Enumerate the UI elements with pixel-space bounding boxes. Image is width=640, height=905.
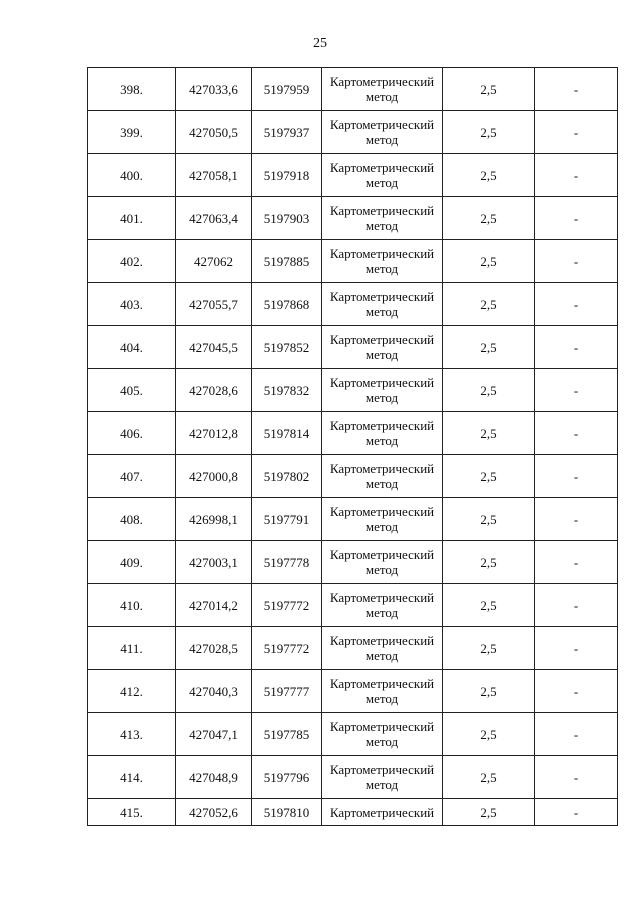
method-cell: Картометрический [322, 799, 443, 826]
coordinates-table-body [88, 68, 618, 826]
accuracy-cell: 2,5 [443, 197, 535, 240]
accuracy-cell: 2,5 [443, 68, 535, 111]
method-cell: Картометрический метод [322, 369, 443, 412]
note-cell: - [535, 498, 618, 541]
y-coordinate-cell: 5197852 [252, 326, 322, 369]
note-cell: - [535, 670, 618, 713]
method-cell: Картометрический метод [322, 584, 443, 627]
point-number-cell: 407. [88, 455, 176, 498]
x-coordinate-cell: 427028,5 [176, 627, 252, 670]
accuracy-cell: 2,5 [443, 455, 535, 498]
accuracy-cell: 2,5 [443, 412, 535, 455]
y-coordinate-cell: 5197791 [252, 498, 322, 541]
point-number-cell: 402. [88, 240, 176, 283]
table-row [88, 584, 618, 627]
point-number-cell: 406. [88, 412, 176, 455]
y-coordinate-cell: 5197959 [252, 68, 322, 111]
y-coordinate-cell: 5197832 [252, 369, 322, 412]
x-coordinate-cell: 427055,7 [176, 283, 252, 326]
table-row [88, 283, 618, 326]
accuracy-cell: 2,5 [443, 283, 535, 326]
y-coordinate-cell: 5197918 [252, 154, 322, 197]
y-coordinate-cell: 5197868 [252, 283, 322, 326]
note-cell: - [535, 412, 618, 455]
note-cell: - [535, 369, 618, 412]
table-row [88, 111, 618, 154]
x-coordinate-cell: 427040,3 [176, 670, 252, 713]
table-row [88, 455, 618, 498]
note-cell: - [535, 111, 618, 154]
y-coordinate-cell: 5197810 [252, 799, 322, 826]
note-cell: - [535, 240, 618, 283]
y-coordinate-cell: 5197903 [252, 197, 322, 240]
point-number-cell: 411. [88, 627, 176, 670]
table-row [88, 498, 618, 541]
method-cell: Картометрический метод [322, 240, 443, 283]
point-number-cell: 404. [88, 326, 176, 369]
accuracy-cell: 2,5 [443, 584, 535, 627]
x-coordinate-cell: 427058,1 [176, 154, 252, 197]
point-number-cell: 403. [88, 283, 176, 326]
accuracy-cell: 2,5 [443, 154, 535, 197]
note-cell: - [535, 799, 618, 826]
point-number-cell: 410. [88, 584, 176, 627]
accuracy-cell: 2,5 [443, 541, 535, 584]
x-coordinate-cell: 427033,6 [176, 68, 252, 111]
method-cell: Картометрический метод [322, 627, 443, 670]
point-number-cell: 408. [88, 498, 176, 541]
method-cell: Картометрический метод [322, 68, 443, 111]
y-coordinate-cell: 5197778 [252, 541, 322, 584]
accuracy-cell: 2,5 [443, 369, 535, 412]
x-coordinate-cell: 427028,6 [176, 369, 252, 412]
table-row [88, 197, 618, 240]
x-coordinate-cell: 427012,8 [176, 412, 252, 455]
point-number-cell: 398. [88, 68, 176, 111]
accuracy-cell: 2,5 [443, 498, 535, 541]
note-cell: - [535, 756, 618, 799]
page-number: 25 [313, 36, 327, 51]
x-coordinate-cell: 427045,5 [176, 326, 252, 369]
y-coordinate-cell: 5197802 [252, 455, 322, 498]
method-cell: Картометрический метод [322, 670, 443, 713]
note-cell: - [535, 68, 618, 111]
table-row [88, 756, 618, 799]
table-row [88, 412, 618, 455]
y-coordinate-cell: 5197937 [252, 111, 322, 154]
note-cell: - [535, 283, 618, 326]
accuracy-cell: 2,5 [443, 756, 535, 799]
point-number-cell: 401. [88, 197, 176, 240]
point-number-cell: 405. [88, 369, 176, 412]
method-cell: Картометрический метод [322, 283, 443, 326]
note-cell: - [535, 197, 618, 240]
point-number-cell: 399. [88, 111, 176, 154]
point-number-cell: 413. [88, 713, 176, 756]
accuracy-cell: 2,5 [443, 627, 535, 670]
method-cell: Картометрический метод [322, 713, 443, 756]
method-cell: Картометрический метод [322, 154, 443, 197]
accuracy-cell: 2,5 [443, 670, 535, 713]
y-coordinate-cell: 5197885 [252, 240, 322, 283]
table-row [88, 541, 618, 584]
method-cell: Картометрический метод [322, 455, 443, 498]
point-number-cell: 415. [88, 799, 176, 826]
note-cell: - [535, 455, 618, 498]
x-coordinate-cell: 427003,1 [176, 541, 252, 584]
table-row [88, 670, 618, 713]
table-row [88, 154, 618, 197]
x-coordinate-cell: 427050,5 [176, 111, 252, 154]
y-coordinate-cell: 5197814 [252, 412, 322, 455]
table-row [88, 799, 618, 826]
accuracy-cell: 2,5 [443, 713, 535, 756]
x-coordinate-cell: 427047,1 [176, 713, 252, 756]
method-cell: Картометрический метод [322, 111, 443, 154]
method-cell: Картометрический метод [322, 756, 443, 799]
note-cell: - [535, 584, 618, 627]
accuracy-cell: 2,5 [443, 111, 535, 154]
method-cell: Картометрический метод [322, 541, 443, 584]
point-number-cell: 412. [88, 670, 176, 713]
x-coordinate-cell: 427052,6 [176, 799, 252, 826]
table-row [88, 627, 618, 670]
note-cell: - [535, 154, 618, 197]
x-coordinate-cell: 426998,1 [176, 498, 252, 541]
y-coordinate-cell: 5197772 [252, 584, 322, 627]
point-number-cell: 400. [88, 154, 176, 197]
table-row [88, 240, 618, 283]
table-row [88, 68, 618, 111]
y-coordinate-cell: 5197796 [252, 756, 322, 799]
table-row [88, 713, 618, 756]
note-cell: - [535, 627, 618, 670]
accuracy-cell: 2,5 [443, 240, 535, 283]
table-row [88, 326, 618, 369]
method-cell: Картометрический метод [322, 197, 443, 240]
accuracy-cell: 2,5 [443, 799, 535, 826]
point-number-cell: 414. [88, 756, 176, 799]
x-coordinate-cell: 427048,9 [176, 756, 252, 799]
method-cell: Картометрический метод [322, 498, 443, 541]
x-coordinate-cell: 427062 [176, 240, 252, 283]
y-coordinate-cell: 5197777 [252, 670, 322, 713]
y-coordinate-cell: 5197772 [252, 627, 322, 670]
note-cell: - [535, 713, 618, 756]
method-cell: Картометрический метод [322, 412, 443, 455]
x-coordinate-cell: 427063,4 [176, 197, 252, 240]
x-coordinate-cell: 427014,2 [176, 584, 252, 627]
accuracy-cell: 2,5 [443, 326, 535, 369]
method-cell: Картометрический метод [322, 326, 443, 369]
table-row [88, 369, 618, 412]
x-coordinate-cell: 427000,8 [176, 455, 252, 498]
note-cell: - [535, 541, 618, 584]
point-number-cell: 409. [88, 541, 176, 584]
y-coordinate-cell: 5197785 [252, 713, 322, 756]
note-cell: - [535, 326, 618, 369]
coordinates-table [87, 67, 618, 826]
